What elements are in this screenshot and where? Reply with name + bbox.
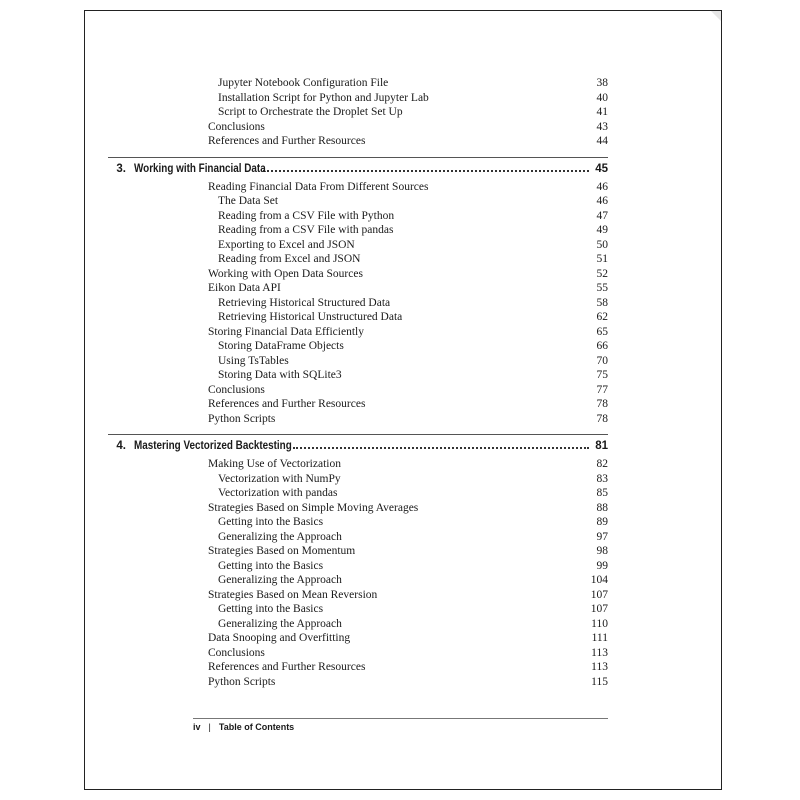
- toc-entry-title: Getting into the Basics: [218, 559, 324, 572]
- toc-entry-title: Storing Financial Data Efficiently: [208, 325, 364, 338]
- toc-entry-page: 41: [596, 106, 608, 118]
- table-of-contents: [108, 76, 608, 689]
- footer-page-number: iv: [193, 722, 201, 732]
- toc-entry: [108, 383, 608, 398]
- toc-entry: [108, 238, 608, 253]
- toc-entry-page: 51: [596, 253, 608, 265]
- toc-entry-page: 89: [596, 516, 608, 528]
- toc-entry-title: Retrieving Historical Structured Data: [218, 296, 391, 309]
- toc-entry-title: Strategies Based on Simple Moving Averages: [208, 501, 419, 514]
- toc-entry: [108, 368, 608, 383]
- toc-entry: [108, 252, 608, 267]
- toc-entry: [108, 457, 608, 472]
- footer-section-title: Table of Contents: [218, 722, 295, 732]
- toc-entry-page: 52: [596, 267, 608, 280]
- toc-entry-page: 77: [596, 383, 608, 396]
- toc-entry-title: Python Scripts: [208, 412, 276, 425]
- toc-entry-title: Storing DataFrame Objects: [218, 340, 344, 352]
- toc-entry-title: Getting into the Basics: [218, 603, 324, 615]
- toc-entry-page: 66: [596, 340, 608, 352]
- footer-separator: |: [208, 722, 211, 732]
- toc-entry-page: 110: [591, 617, 608, 630]
- toc-entry-title: Eikon Data API: [208, 282, 281, 294]
- toc-entry-title: Conclusions: [208, 383, 265, 396]
- chapter-title: Working with Financial Data: [134, 162, 266, 175]
- toc-entry-page: 50: [596, 238, 608, 251]
- chapter-page: 45: [595, 162, 608, 175]
- toc-entry: [108, 76, 608, 91]
- toc-entry: [108, 486, 608, 501]
- toc-entry-title: Jupyter Notebook Configuration File: [218, 77, 389, 89]
- toc-entry: [108, 530, 608, 545]
- toc-entry-title: Data Snooping and Overfitting: [208, 632, 351, 644]
- toc-entry-title: Getting into the Basics: [218, 516, 324, 528]
- toc-entry-title: Working with Open Data Sources: [208, 267, 363, 280]
- chapter-number: 4.: [116, 440, 126, 452]
- toc-entry-page: 44: [596, 135, 608, 147]
- toc-entry-page: 115: [591, 675, 608, 688]
- toc-entry: [108, 397, 608, 412]
- chapter-title: Mastering Vectorized Backtesting: [134, 440, 292, 452]
- toc-entry: [108, 631, 608, 646]
- chapter-number: 3.: [116, 162, 126, 175]
- toc-entry-page: 55: [596, 282, 608, 294]
- toc-entry-title: Vectorization with NumPy: [218, 472, 341, 485]
- toc-entry-page: 47: [596, 209, 608, 222]
- toc-entry: [108, 515, 608, 530]
- toc-entry: [108, 660, 608, 675]
- toc-entry-title: Script to Orchestrate the Droplet Set Up: [218, 106, 403, 118]
- chapter-heading: [108, 435, 608, 457]
- toc-entry-title: Using TsTables: [218, 354, 289, 367]
- toc-entry-title: Conclusions: [208, 646, 265, 659]
- toc-entry-page: 99: [596, 559, 608, 572]
- toc-entry: [108, 296, 608, 311]
- toc-entry-page: 62: [596, 311, 608, 323]
- toc-entry-page: 38: [596, 77, 608, 89]
- toc-entry: [108, 325, 608, 340]
- toc-entry: [108, 354, 608, 369]
- toc-entry-title: References and Further Resources: [208, 661, 366, 673]
- toc-entry-page: 98: [596, 545, 608, 557]
- toc-entry: [108, 602, 608, 617]
- toc-entry-title: The Data Set: [218, 195, 279, 207]
- toc-entry: [108, 91, 608, 106]
- toc-entry-page: 70: [596, 354, 608, 367]
- toc-entry: [108, 223, 608, 238]
- toc-entry-title: Reading from Excel and JSON: [218, 253, 361, 265]
- toc-entry-page: 65: [596, 325, 608, 338]
- toc-entry: [108, 310, 608, 325]
- toc-entry-title: Generalizing the Approach: [218, 574, 342, 586]
- toc-entry-title: Generalizing the Approach: [218, 530, 342, 543]
- toc-entry-page: 113: [591, 646, 608, 659]
- toc-entry: [108, 267, 608, 282]
- toc-entry: [108, 675, 608, 690]
- toc-entry-page: 46: [596, 180, 608, 193]
- toc-entry-title: Reading Financial Data From Different Sources: [208, 180, 429, 193]
- toc-entry-page: 88: [596, 501, 608, 514]
- toc-entry-page: 82: [596, 458, 608, 470]
- toc-entry: [108, 412, 608, 427]
- toc-entry-title: Python Scripts: [208, 675, 276, 688]
- chapter-heading: [108, 158, 608, 180]
- toc-entry: [108, 339, 608, 354]
- toc-entry-page: 85: [596, 487, 608, 499]
- toc-entry-page: 40: [596, 91, 608, 104]
- chapter-spacer: [108, 149, 608, 157]
- toc-entry: [108, 472, 608, 487]
- toc-entry: [108, 281, 608, 296]
- toc-entry: [108, 646, 608, 661]
- toc-entry-page: 97: [596, 530, 608, 543]
- toc-entry: [108, 501, 608, 516]
- toc-entry-title: Reading from a CSV File with pandas: [218, 224, 394, 236]
- toc-entry-page: 78: [596, 412, 608, 425]
- toc-entry-title: Exporting to Excel and JSON: [218, 238, 355, 251]
- toc-entry: [108, 588, 608, 603]
- toc-entry-page: 107: [590, 603, 608, 615]
- toc-entry-page: 58: [596, 296, 608, 309]
- toc-entry-title: Strategies Based on Mean Reversion: [208, 588, 378, 601]
- toc-entry-title: Strategies Based on Momentum: [208, 545, 356, 557]
- toc-entry: [108, 194, 608, 209]
- toc-entry-title: References and Further Resources: [208, 398, 366, 410]
- toc-entry-page: 78: [596, 398, 608, 410]
- dot-leader: [293, 446, 589, 449]
- dot-leader: [263, 169, 589, 172]
- toc-entry-page: 83: [596, 472, 608, 485]
- toc-entry-title: Retrieving Historical Unstructured Data: [218, 311, 403, 323]
- toc-entry: [108, 559, 608, 574]
- toc-entry-title: Storing Data with SQLite3: [218, 369, 342, 381]
- toc-entry-page: 113: [591, 661, 608, 673]
- page-corner: [711, 11, 721, 21]
- toc-entry: [108, 134, 608, 149]
- chapter-spacer: [108, 426, 608, 434]
- footer-rule: [193, 718, 608, 719]
- toc-entry-title: Conclusions: [208, 120, 265, 133]
- page-footer: [193, 722, 294, 732]
- toc-entry-page: 104: [590, 574, 608, 586]
- toc-entry: [108, 209, 608, 224]
- toc-entry: [108, 180, 608, 195]
- toc-entry-page: 75: [596, 369, 608, 381]
- toc-entry-page: 46: [596, 195, 608, 207]
- toc-entry-page: 43: [596, 120, 608, 133]
- toc-entry: [108, 105, 608, 120]
- toc-entry-page: 107: [590, 588, 608, 601]
- toc-entry: [108, 617, 608, 632]
- toc-entry-title: References and Further Resources: [208, 135, 366, 147]
- toc-entry: [108, 120, 608, 135]
- toc-entry-title: Making Use of Vectorization: [208, 458, 341, 470]
- toc-entry: [108, 573, 608, 588]
- toc-entry-page: 111: [591, 632, 608, 644]
- toc-entry-page: 49: [596, 224, 608, 236]
- toc-entry: [108, 544, 608, 559]
- toc-entry-title: Generalizing the Approach: [218, 617, 342, 630]
- toc-entry-title: Reading from a CSV File with Python: [218, 209, 395, 222]
- chapter-page: 81: [595, 440, 608, 452]
- toc-entry-title: Installation Script for Python and Jupyter Lab: [218, 91, 429, 104]
- toc-entry-title: Vectorization with pandas: [218, 487, 338, 499]
